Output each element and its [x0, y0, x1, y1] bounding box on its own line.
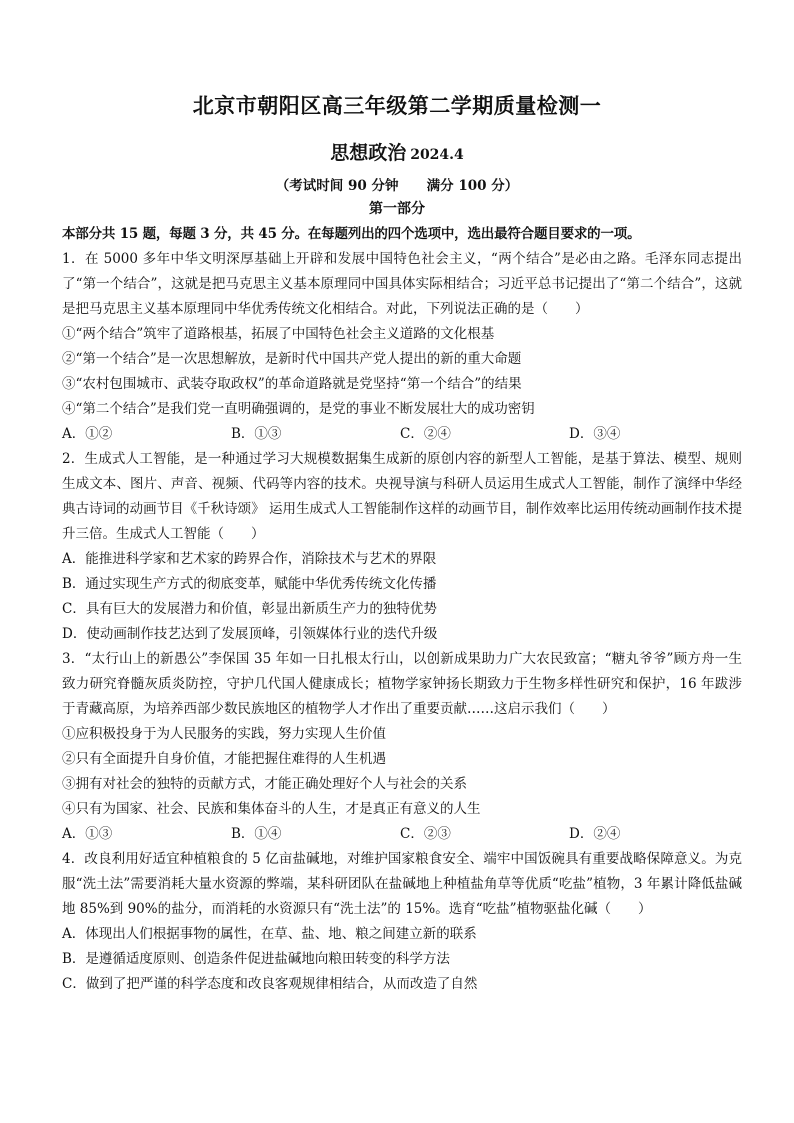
question-4: [62, 847, 742, 997]
exam-subject: [0, 138, 794, 165]
option-a: A．能推进科学家和艺术家的跨界合作，消除技术与艺术的界限: [62, 551, 437, 567]
option-a: A．体现出人们根据事物的属性，在草、盐、地、粮之间建立新的联系: [62, 926, 477, 942]
option-d: D．②④: [569, 826, 621, 842]
option-b: B．是遵循适度原则、创造条件促进盐碱地向粮田转变的科学方法: [62, 951, 450, 967]
questions-body: [62, 222, 742, 997]
option-d: D．使动画制作技艺达到了发展顶峰，引领媒体行业的迭代升级: [62, 626, 438, 642]
question-stem: 4．改良利用好适宜种植粮食的 5 亿亩盐碱地，对维护国家粮食安全、端牢中国饭碗具有重要战略保障意义。为克服“洗土法”需要消耗大量水资源的弊端，某科研团队在盐碱地上种植盐角草等优质“吃盐”植物，3 年累计降低盐碱地 85%到 90%的盐分，而消耗的水资源只有“洗土法”的 15%。选育“吃盐”植物驱盐化碱（ ）: [62, 851, 742, 917]
exam-title: 北京市朝阳区高三年级第二学期质量检测一: [192, 93, 602, 118]
statement-item: ③拥有对社会的独特的贡献方式，才能正确处理好个人与社会的关系: [62, 776, 467, 792]
option-a: A．①②: [62, 426, 113, 442]
statement-item: ④只有为国家、社会、民族和集体奋斗的人生，才是真正有意义的人生: [62, 801, 481, 817]
option-c: C．②④: [400, 426, 451, 442]
answer-options: [62, 422, 742, 447]
statement-item: ②“第一个结合”是一次思想解放，是新时代中国共产党人提出的新的重大命题: [62, 351, 522, 367]
statement-item: ①应积极投身于为人民服务的实践，努力实现人生价值: [62, 726, 386, 742]
option-d: D．③④: [569, 426, 621, 442]
answer-options: [62, 822, 742, 847]
question-1: [62, 247, 742, 447]
question-3: [62, 647, 742, 847]
question-2: [62, 447, 742, 647]
statement-item: ②只有全面提升自身价值，才能把握住难得的人生机遇: [62, 751, 386, 767]
option-c: C．具有巨大的发展潜力和价值，彰显出新质生产力的独特优势: [62, 601, 437, 617]
statement-item: ③“农村包围城市、武装夺取政权”的革命道路就是党坚持“第一个结合”的结果: [62, 376, 522, 392]
option-b: B．①③: [231, 426, 282, 442]
exam-date: 2024.4: [410, 147, 464, 163]
option-c: C．做到了把严谨的科学态度和改良客观规律相结合，从而改造了自然: [62, 976, 478, 992]
question-stem: 2．生成式人工智能，是一种通过学习大规模数据集生成新的原创内容的新型人工智能，是基于算法、模型、规则生成文本、图片、声音、视频、代码等内容的技术。央视导演与科研人员运用生成式人工智能，制作了演绎中华经典古诗词的动画节目《千秋诗颂》 运用生成式人工智能制作这样的动画节目，制作效率比运用传统动画制作技术提升三倍。生成式人工智能（ ）: [62, 451, 742, 542]
option-c: C．②③: [400, 826, 451, 842]
subject-name: 思想政治: [330, 142, 407, 164]
option-b: B．通过实现生产方式的彻底变革，赋能中华优秀传统文化传播: [62, 576, 437, 592]
option-a: A．①③: [62, 826, 113, 842]
part-instruction: 本部分共 15 题，每题 3 分，共 45 分。在每题列出的四个选项中，选出最符合题目要求的一项。: [62, 226, 641, 242]
question-stem: 3．“太行山上的新愚公”李保国 35 年如一日扎根太行山，以创新成果助力广大农民致富；“糖丸爷爷”顾方舟一生致力研究脊髓灰质炎防控，守护几代国人健康成长；植物学家钟扬长期致力于生物多样性研究和保护，16 年跋涉于青藏高原，为培养西部少数民族地区的植物学人才作出了重要贡献……这启示我们（ ）: [62, 651, 742, 717]
option-b: B．①④: [231, 826, 282, 842]
statement-item: ①“两个结合”筑牢了道路根基，拓展了中国特色社会主义道路的文化根基: [62, 326, 495, 342]
part-heading: 第一部分: [369, 201, 425, 217]
question-stem: 1．在 5000 多年中华文明深厚基础上开辟和发展中国特色社会主义，“两个结合”是必由之路。毛泽东同志提出了“第一个结合”，这就是把马克思主义基本原理同中国具体实际相结合；习近平总书记提出了“第二个结合”，这就是把马克思主义基本原理同中华优秀传统文化相结合。对此，下列说法正确的是（ ）: [62, 251, 742, 317]
statement-item: ④“第二个结合”是我们党一直明确强调的，是党的事业不断发展壮大的成功密钥: [62, 401, 535, 417]
exam-time-and-score: （考试时间 90 分钟 满分 100 分）: [275, 178, 519, 194]
